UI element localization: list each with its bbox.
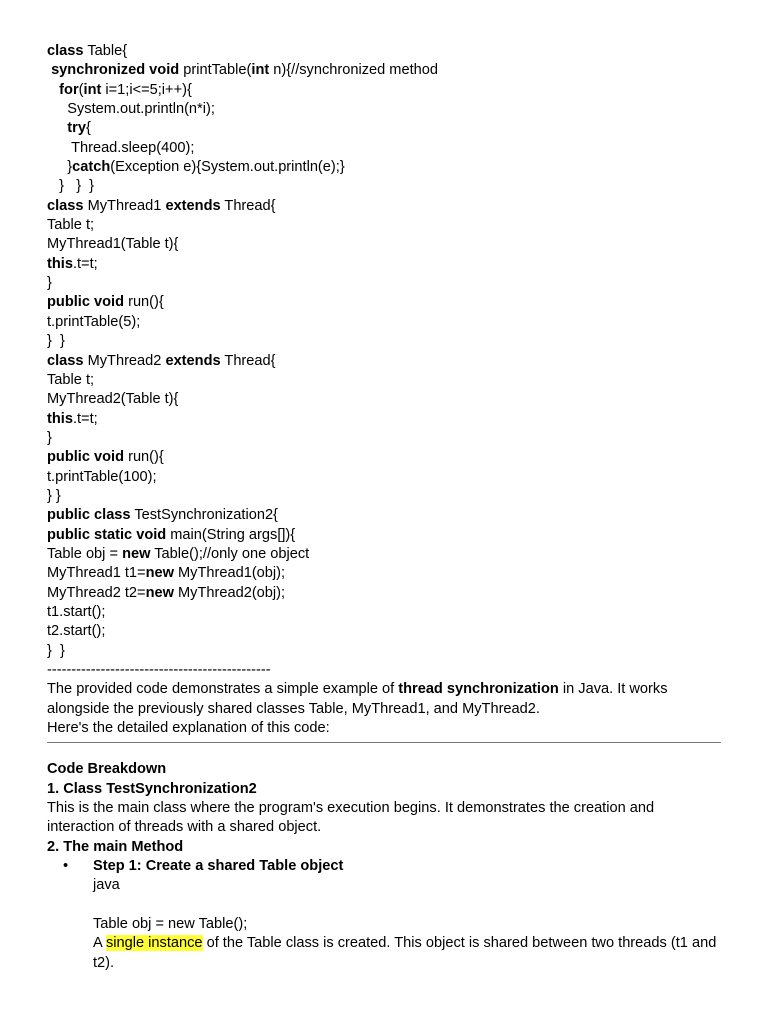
intro-text-post: in Java. It works alongside the previously shared classes Table, MyThread1, and MyThread2. — [47, 681, 668, 717]
code-text: n){//synchronized method — [269, 62, 438, 79]
code-text: ( — [78, 81, 84, 98]
code-text: printTable( — [179, 62, 252, 79]
code-line — [47, 468, 721, 487]
code-keyword: catch — [72, 159, 111, 176]
code-text: Table t; — [47, 371, 95, 388]
code-text: MyThread2 t2= — [47, 584, 146, 601]
step-1-desc-pre: A — [93, 935, 106, 952]
steps-list — [47, 857, 721, 973]
code-line — [47, 216, 721, 235]
code-text: t2.start(); — [47, 623, 106, 640]
code-line — [47, 487, 721, 506]
code-text: { — [85, 120, 91, 137]
code-line — [47, 177, 721, 196]
code-keyword: class — [47, 43, 84, 59]
code-text: run(){ — [124, 449, 164, 466]
code-text: } } — [47, 333, 65, 350]
code-line — [47, 603, 721, 622]
intro-bold-term: thread synchronization — [398, 681, 559, 698]
code-text: } } — [47, 487, 61, 504]
step-1-language-label: java — [93, 877, 120, 894]
code-text: } } } — [47, 178, 95, 195]
code-keyword: synchronized void — [51, 62, 180, 79]
code-text: Table();//only one object — [150, 545, 310, 562]
code-keyword: int — [251, 62, 270, 79]
code-keyword: new — [145, 565, 174, 582]
java-code-block — [47, 42, 721, 661]
code-text: run(){ — [124, 294, 164, 311]
code-line — [47, 584, 721, 603]
code-text: Thread.sleep(400); — [47, 139, 195, 156]
intro-paragraph — [47, 680, 721, 719]
code-text: MyThread1(obj); — [173, 565, 286, 582]
code-line — [47, 274, 721, 293]
code-line — [47, 100, 721, 119]
code-text: .t=t; — [72, 410, 98, 427]
code-keyword: class — [47, 352, 84, 369]
code-text: .t=t; — [72, 255, 98, 272]
code-text: Table obj = — [47, 545, 123, 562]
code-text: } } — [47, 642, 65, 659]
code-line — [47, 642, 721, 661]
code-keyword: extends — [165, 197, 221, 214]
code-text: MyThread1 t1= — [47, 565, 146, 582]
code-keyword: int — [83, 81, 102, 98]
code-text: TestSynchronization2{ — [130, 507, 278, 524]
code-text: Table{ — [83, 43, 128, 59]
section-1-text: This is the main class where the program's execution begins. It demonstrates the creation and interaction of threads with a shared object. — [47, 800, 655, 836]
code-keyword: extends — [165, 352, 221, 369]
code-line — [47, 429, 721, 448]
code-keyword: public void — [47, 294, 125, 311]
code-text: } — [47, 159, 73, 176]
code-keyword: class — [47, 197, 84, 214]
code-keyword: this — [47, 410, 73, 427]
code-line — [47, 390, 721, 409]
code-text: } — [47, 429, 52, 446]
section-2-heading: 2. The main Method — [47, 838, 184, 855]
code-text: MyThread1(Table t){ — [47, 236, 179, 253]
code-line — [47, 235, 721, 254]
code-line — [47, 410, 721, 429]
code-line — [47, 119, 721, 138]
code-line — [47, 564, 721, 583]
highlighted-text: single instance — [105, 935, 203, 952]
intro-line-2: Here's the detailed explanation of this code: — [47, 720, 330, 737]
code-keyword: new — [122, 545, 151, 562]
section-title: Code Breakdown — [47, 761, 167, 778]
code-line — [47, 255, 721, 274]
code-keyword: public void — [47, 449, 125, 466]
intro-text-pre: The provided code demonstrates a simple example of — [47, 681, 399, 698]
code-keyword: try — [67, 120, 86, 137]
code-line — [47, 448, 721, 467]
code-text: t.printTable(5); — [47, 313, 141, 330]
code-line — [47, 332, 721, 351]
code-keyword: this — [47, 255, 73, 272]
code-line — [47, 506, 721, 525]
code-line — [47, 197, 721, 216]
code-line — [47, 622, 721, 641]
code-text: Thread{ — [220, 352, 276, 369]
code-line — [47, 158, 721, 177]
step-1-description — [93, 934, 721, 973]
bullet-icon: • — [63, 858, 69, 875]
code-keyword: public static void — [47, 526, 167, 543]
section-1-heading: 1. Class TestSynchronization2 — [47, 780, 257, 797]
code-keyword: public class — [47, 507, 131, 524]
code-line — [47, 545, 721, 564]
code-text — [47, 82, 59, 98]
code-text: i=1;i<=5;i++){ — [101, 81, 192, 98]
code-line — [47, 526, 721, 545]
code-line — [47, 293, 721, 312]
code-text: t.printTable(100); — [47, 468, 157, 485]
code-text: (Exception e){System.out.println(e);} — [110, 159, 345, 176]
step-1-title: Step 1: Create a shared Table object — [93, 858, 344, 875]
code-keyword: new — [145, 584, 174, 601]
step-1-code: Table obj = new Table(); — [93, 916, 248, 933]
code-text: } — [47, 275, 52, 292]
separator-line: ---------------------------------------------- — [47, 662, 271, 678]
code-line — [47, 42, 721, 61]
code-text — [47, 120, 67, 136]
code-text: MyThread1 — [83, 197, 166, 214]
code-line — [47, 352, 721, 371]
code-text: MyThread2 — [83, 352, 166, 369]
code-line — [47, 61, 721, 80]
code-line — [47, 313, 721, 332]
code-keyword: for — [59, 81, 79, 98]
code-text: t1.start(); — [47, 603, 106, 620]
code-text: main(String args[]){ — [166, 526, 296, 543]
code-line — [47, 81, 721, 100]
code-line — [47, 139, 721, 158]
code-text: MyThread2(obj); — [173, 584, 286, 601]
code-text: MyThread2(Table t){ — [47, 391, 179, 408]
code-text: Thread{ — [220, 197, 276, 214]
code-text: System.out.println(n*i); — [47, 101, 215, 118]
list-item — [63, 857, 721, 973]
code-text: Table t; — [47, 217, 95, 234]
step-1-desc-post: of the Table class is created. This object is shared between two threads (t1 and t2). — [93, 935, 717, 971]
code-line — [47, 371, 721, 390]
